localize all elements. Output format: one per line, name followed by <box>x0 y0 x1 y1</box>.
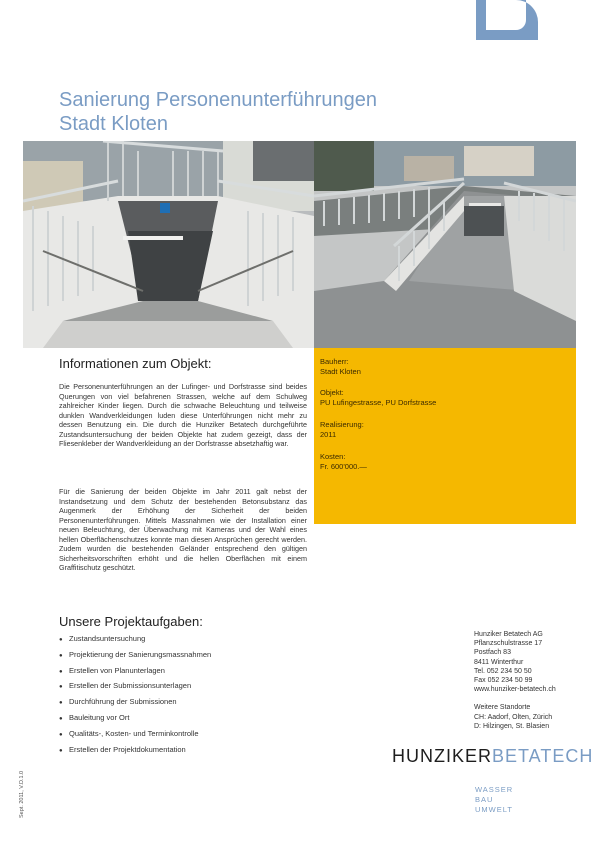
bullet-icon: ● <box>59 747 63 754</box>
kosten-value: Fr. 600'000.— <box>320 461 367 471</box>
task-item <box>59 711 211 727</box>
task-label: Zustandsuntersuchung <box>69 634 146 643</box>
task-label: Bauleitung vor Ort <box>69 712 130 722</box>
phone: Tel. 052 234 50 50 <box>474 667 532 675</box>
website-link[interactable]: www.hunziker-betatech.ch <box>474 686 556 694</box>
document-date: Sept. 2011, V.D.1.0 <box>19 770 25 818</box>
task-item <box>59 632 211 648</box>
objekt-block <box>320 388 436 407</box>
realisierung-label: Realisierung: <box>320 420 364 429</box>
task-item <box>59 727 211 743</box>
bullet-icon: ● <box>59 637 63 643</box>
task-label: Erstellen der Submissionsunterlagen <box>69 681 192 691</box>
company-name: Hunziker Betatech AG <box>474 631 543 638</box>
info-heading: Informationen zum Objekt: <box>59 356 212 371</box>
kosten-label: Kosten: <box>320 452 346 461</box>
tasks-heading: Unsere Projektaufgaben: <box>59 614 203 629</box>
task-label: Qualitäts-, Kosten- und Terminkontrolle <box>69 728 199 738</box>
tagline-umwelt: UMWELT <box>475 805 513 814</box>
bauherr-label: Bauherr: <box>320 357 349 366</box>
bullet-icon: ● <box>59 652 63 659</box>
task-label: Durchführung der Submissionen <box>69 697 177 707</box>
bauherr-value: Stadt Kloten <box>320 366 361 376</box>
photo-stairs-underpass <box>23 141 314 348</box>
realisierung-value: 2011 <box>320 429 337 439</box>
task-item <box>59 743 211 759</box>
logo-part-hunziker: HUNZIKER <box>392 746 493 766</box>
task-item <box>59 679 211 695</box>
contact-block <box>474 630 556 731</box>
task-label: Projektierung der Sanierungsmassnahmen <box>69 649 212 659</box>
task-item <box>59 648 211 664</box>
locations-d: D: Hilzingen, St. Blasien <box>474 722 550 730</box>
address-city: 8411 Winterthur <box>474 658 524 666</box>
bullet-icon: ● <box>59 700 63 707</box>
task-label: Erstellen der Projektdokumentation <box>69 744 186 754</box>
title-line-1: Sanierung Personenunterführungen <box>59 89 378 111</box>
bullet-icon: ● <box>59 715 63 722</box>
photo-ramp-underpass <box>314 141 576 348</box>
bauherr-block <box>320 357 361 376</box>
logo-part-betatech: BETATECH <box>492 746 594 766</box>
address-postbox: Postfach 83 <box>474 649 511 657</box>
tagline-wasser: WASSER <box>475 785 514 794</box>
brand-mark-icon <box>476 0 538 40</box>
address-street: Pflanzschulstrasse 17 <box>474 640 543 648</box>
realisierung-block <box>320 420 364 439</box>
info-paragraph-1: Die Personenunterführungen an der Lufinger- und Dorfstrasse sind beides Querungen von viel befahrenen Strassen, welche auf dem Schulweg zahlreicher Kinder liegen. Durch die schwache Beleuchtung und teilweise dunklen Wandverkleidungen luden diese Unterführungen nicht mehr zu dessen Benutzung ein. Die durch die Hunziker Betatech durchgeführte Zustandsuntersuchung der beiden Objekte hat zudem gezeigt, dass der Fliesenkleber der Wandverkleidung an der Dorfstrasse absetzhaftig war. <box>59 382 307 448</box>
logo-taglines <box>475 785 513 815</box>
bullet-icon: ● <box>59 668 63 675</box>
fax: Fax 052 234 50 99 <box>474 677 533 685</box>
company-logo <box>392 746 593 767</box>
tagline-bau: BAU <box>475 795 494 804</box>
title-line-2: Stadt Kloten <box>59 113 168 135</box>
info-paragraph-2: Für die Sanierung der beiden Objekte im Jahr 2011 galt nebst der Instandsetzung und dem Schutz der bestehenden Betonsubstanz das Augenmerk der Erhöhung der Sicherheit der beiden Personenunterführungen. Mittels Massnahmen wie der Installation einer neuen Beleuchtung, der Überwachung mit Kameras und der Wahl eines hellen Oberflächenschutzes konnte man diesen Ansprüchen gerecht werden. Zudem wurden die bestehenden Geländer entsprechend den gültigen Sicherheitsvorschriften erhöht und die hellen Oberflächen mit einem Graffitischutz geschützt. <box>59 487 307 572</box>
task-label: Erstellen von Planunterlagen <box>69 665 165 675</box>
task-item <box>59 695 211 711</box>
tasks-list <box>59 632 211 758</box>
objekt-label: Objekt: <box>320 388 344 397</box>
objekt-value: PU Lufingestrasse, PU Dorfstrasse <box>320 397 437 407</box>
project-facts-box <box>314 348 576 524</box>
other-locations-label: Weitere Standorte <box>474 704 531 712</box>
kosten-block <box>320 452 367 471</box>
bullet-icon: ● <box>59 731 63 738</box>
page-title <box>59 88 377 136</box>
bullet-icon: ● <box>59 684 63 691</box>
task-item <box>59 664 211 680</box>
locations-ch: CH: Aadorf, Olten, Zürich <box>474 713 553 721</box>
